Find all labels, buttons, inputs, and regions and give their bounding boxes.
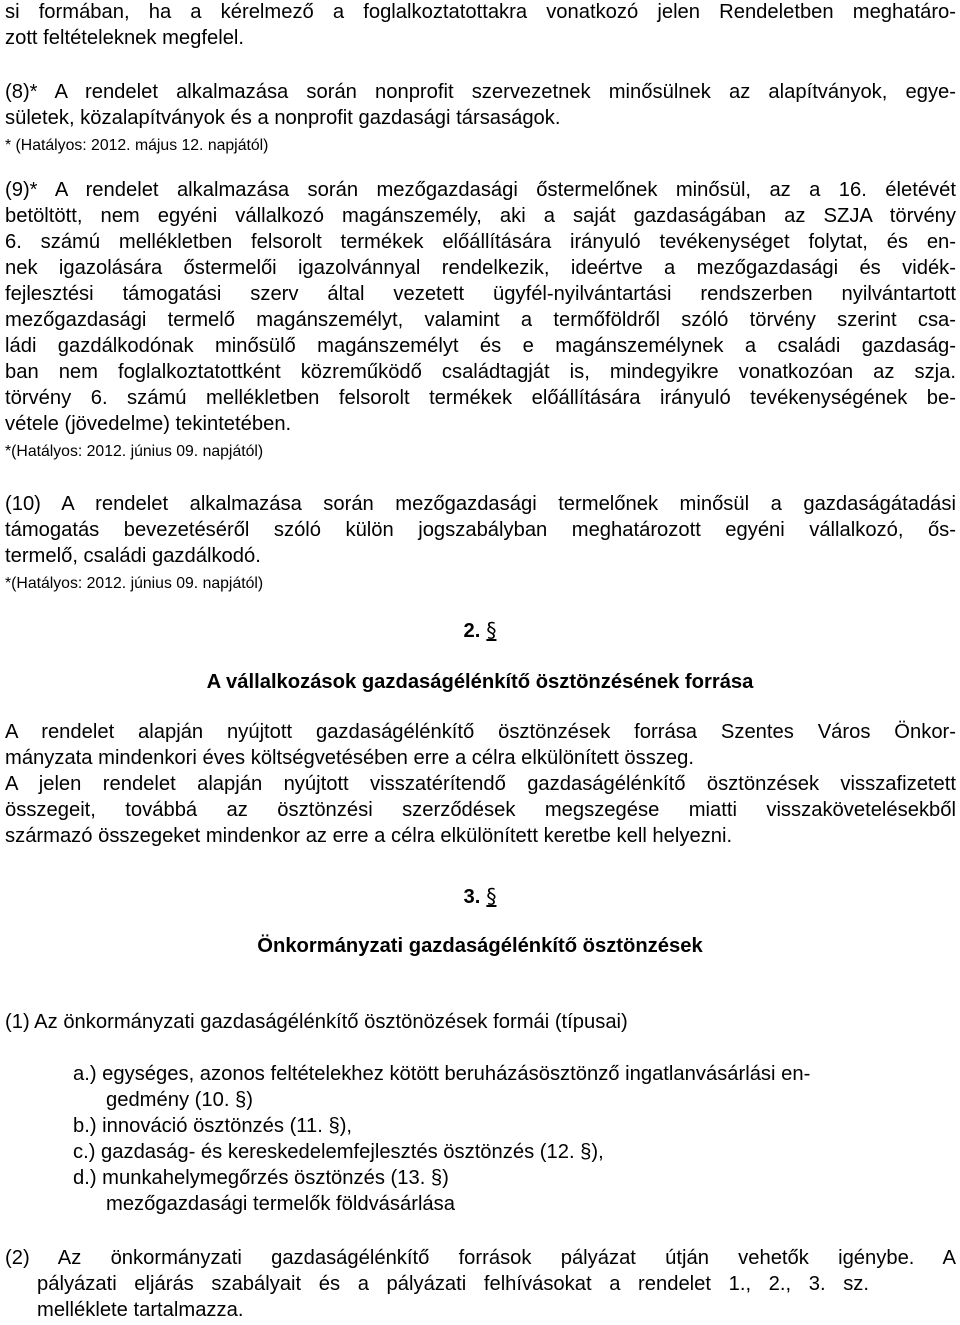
body-line: ládi gazdálkodónak minősülő magánszemélyt és e magánszemélynek a családi gazdaság- <box>5 335 956 357</box>
body-line: sületek, közalapítványok és a nonprofit gazdasági társaságok. <box>5 107 561 129</box>
effective-note: *(Hatályos: 2012. június 09. napjától) <box>5 443 264 460</box>
body-line: (1) Az önkormányzati gazdaságélénkítő ösztönözések formái (típusai) <box>5 1011 628 1033</box>
section-title: A vállalkozások gazdaságélénkítő ösztönzésének forrása <box>206 671 754 693</box>
body-line: (10) A rendelet alkalmazása során mezőgazdasági termelőnek minősül a gazdaságátadási <box>5 493 956 515</box>
list-item: d.) munkahelymegőrzés ösztönzés (13. §) <box>73 1167 449 1189</box>
body-line: A jelen rendelet alapján nyújtott visszatérítendő gazdaságélénkítő ösztönzések visszafizetett <box>5 773 956 795</box>
body-line: betöltött, nem egyéni vállalkozó magánszemély, aki a saját gazdaságában az SZJA törvény <box>5 205 956 227</box>
list-item: gedmény (10. §) <box>106 1089 254 1111</box>
body-line: ban nem foglalkoztatottként közreműködő családtagját is, mindegyikre vonatkozóan az szja. <box>5 361 956 383</box>
body-line: nek igazolására őstermelői igazolvánnyal rendelkezik, ideértve a mezőgazdasági és vidék- <box>5 257 956 279</box>
list-item: mezőgazdasági termelők földvásárlása <box>106 1193 455 1215</box>
body-line: (8)* A rendelet alkalmazása során nonprofit szervezetnek minősülnek az alapítványok, egye- <box>5 81 956 103</box>
body-line: törvény 6. számú mellékletben felsorolt termékek előállítására irányuló tevékenységének be- <box>5 387 956 409</box>
body-line: 6. számú mellékletben felsorolt termékek előállítására irányuló tevékenységet folytat, és en- <box>5 231 956 253</box>
list-item: c.) gazdaság- és kereskedelemfejlesztés ösztönzés (12. §), <box>73 1141 604 1163</box>
body-line: (2) Az önkormányzati gazdaságélénkítő források pályázat útján vehetők igénybe. A <box>5 1247 956 1269</box>
effective-note: *(Hatályos: 2012. június 09. napjától) <box>5 575 264 592</box>
body-line: melléklete tartalmazza. <box>37 1299 244 1321</box>
body-line: si formában, ha a kérelmező a foglalkoztatottakra vonatkozó jelen Rendeletben meghatáro- <box>5 1 956 23</box>
body-line: támogatás bevezetéséről szóló külön jogszabályban meghatározott egyéni vállalkozó, ős- <box>5 519 956 541</box>
body-line: mányzata mindenkori éves költségvetésében erre a célra elkülönített összeg. <box>5 747 694 769</box>
body-line: mezőgazdasági termelő magánszemélyt, valamint a termőföldről szóló törvény szerint csa- <box>5 309 956 331</box>
list-item: a.) egységes, azonos feltételekhez kötött beruházásösztönző ingatlanvásárlási en- <box>73 1063 811 1085</box>
section-number: 3. § <box>463 884 497 908</box>
body-line: A rendelet alapján nyújtott gazdaságélénkítő ösztönzések forrása Szentes Város Önkor- <box>5 721 956 743</box>
section-sign-icon: § <box>486 884 497 908</box>
body-line: termelő, családi gazdálkodó. <box>5 545 261 567</box>
effective-note: * (Hatályos: 2012. május 12. napjától) <box>5 137 269 154</box>
body-line: vétele (jövedelme) tekintetében. <box>5 413 292 435</box>
section-number: 2. § <box>463 618 497 642</box>
body-line: zott feltételeknek megfelel. <box>5 27 245 49</box>
list-item: b.) innováció ösztönzés (11. §), <box>73 1115 353 1137</box>
section-sign-icon: § <box>486 618 497 642</box>
section-title: Önkormányzati gazdaságélénkítő ösztönzések <box>257 935 703 957</box>
body-line: fejlesztési támogatási szerv által vezetett ügyfél-nyilvántartási rendszerben nyilvántartott <box>5 283 956 305</box>
body-line: származó összegeket mindenkor az erre a célra elkülönített keretbe kell helyezni. <box>5 825 733 847</box>
body-line: (9)* A rendelet alkalmazása során mezőgazdasági őstermelőnek minősül, az a 16. életévét <box>5 179 956 201</box>
body-line: pályázati eljárás szabályait és a pályázati felhívásokat a rendelet 1., 2., 3. sz. <box>37 1273 869 1295</box>
body-line: összegeit, továbbá az ösztönzési szerződések megszegése miatti visszakövetelésekből <box>5 799 956 821</box>
